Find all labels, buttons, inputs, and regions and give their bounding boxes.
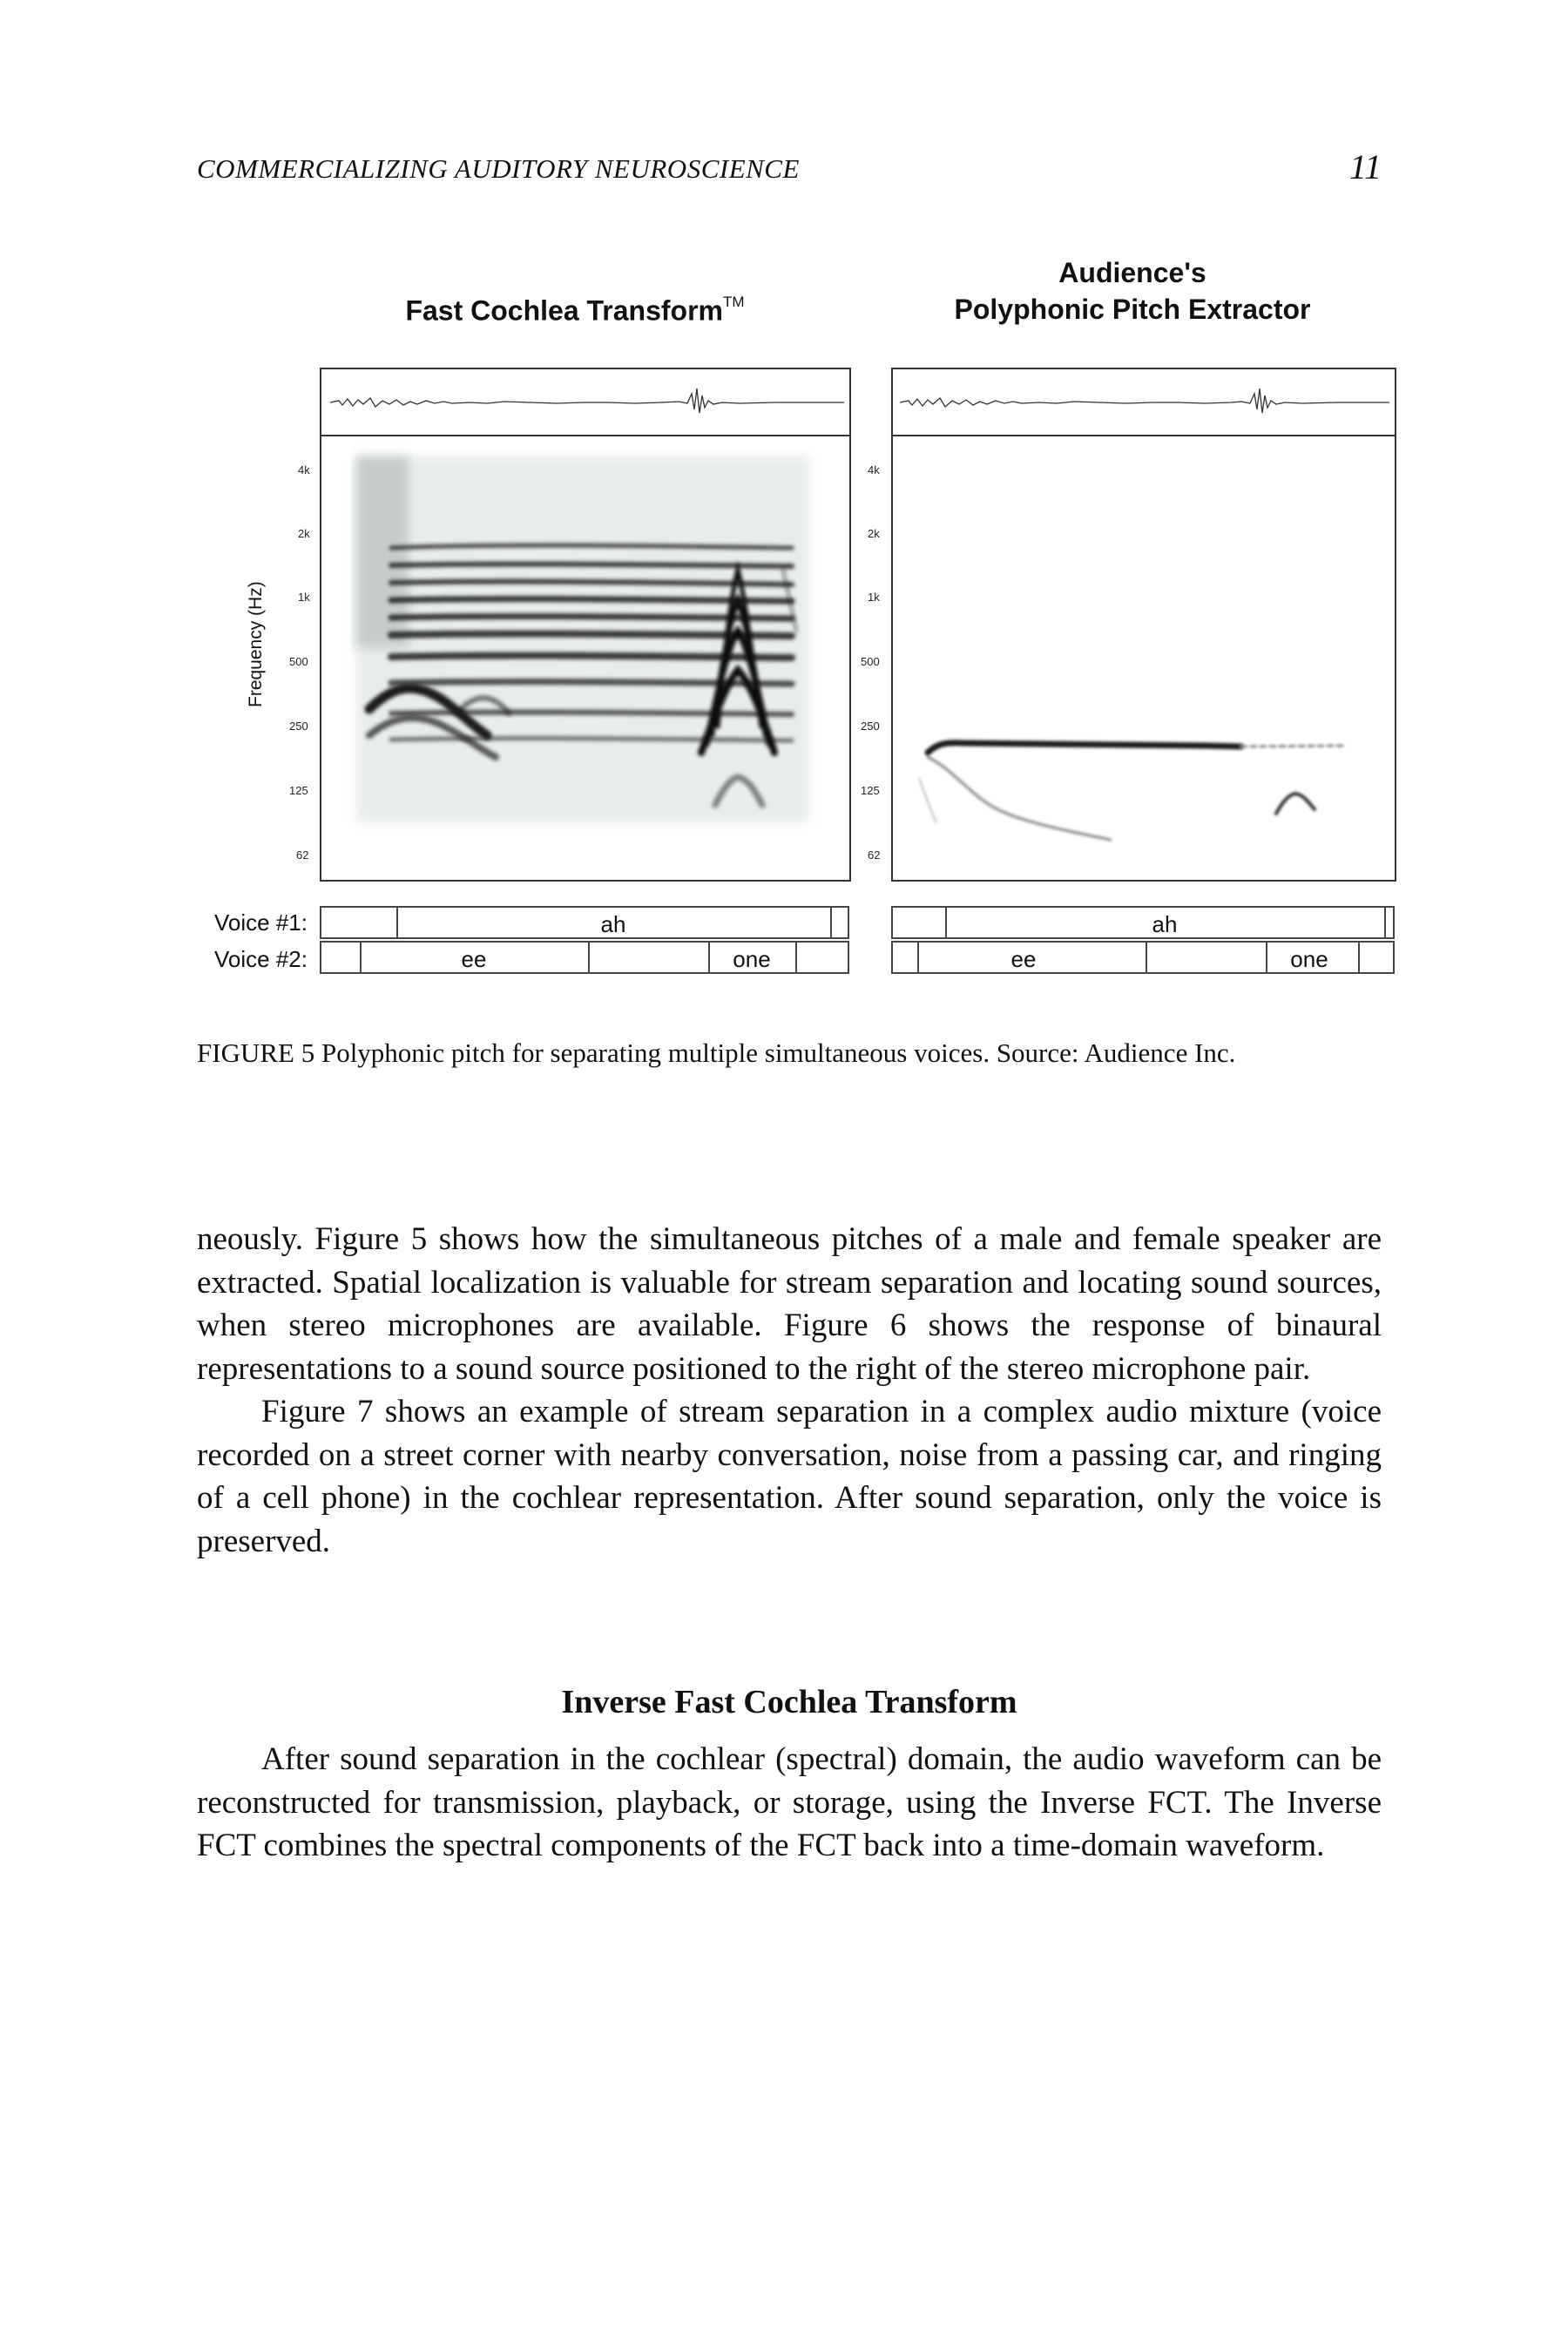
right-voice2-row xyxy=(891,941,1395,974)
paragraph-1: neously. Figure 5 shows how the simultaneous pitches of a male and female speaker are extracted. Spatial localization is valuable for stream separation and locating sound sources, when stereo microphones are available. Figure 6 shows the response of binaural representations to a sound source positioned to the right of the stereo microphone pair. xyxy=(197,1221,1382,1387)
trademark-mark: TM xyxy=(723,294,745,310)
body-paragraphs-2 xyxy=(197,1738,1382,1868)
voice2-label: Voice #2: xyxy=(214,946,308,972)
paragraph-3: After sound separation in the cochlear (spectral) domain, the audio waveform can be reconstructed for transmission, playback, or storage, using the Inverse FCT. The Inverse FCT combines the spectral components of the FCT back into a time-domain waveform. xyxy=(197,1741,1382,1863)
paragraph-2: Figure 7 shows an example of stream separation in a complex audio mixture (voice recorded on a street corner with nearby conversation, noise from a passing car, and ringing of a cell phone) in the cochlear representation. After sound separation, only the voice is preserved. xyxy=(197,1394,1382,1559)
pitch-extractor-panel xyxy=(891,368,1396,882)
left-tick-1k: 1k xyxy=(298,591,310,604)
left-tick-2k: 2k xyxy=(298,527,310,540)
y-axis-label: Frequency (Hz) xyxy=(246,581,266,707)
left-tick-500: 500 xyxy=(289,655,308,668)
figure-caption: FIGURE 5 Polyphonic pitch for separating multiple simultaneous voices. Source: Audience Inc. xyxy=(197,1037,1236,1068)
left-voice2-seg-ee: ee xyxy=(461,946,487,972)
fct-spectrogram-panel xyxy=(320,368,851,882)
section-heading: Inverse Fast Cochlea Transform xyxy=(561,1684,1017,1720)
right-voice1-seg-ah: ah xyxy=(1152,911,1178,937)
page-number: 11 xyxy=(1348,147,1382,186)
right-panel-title xyxy=(889,254,1376,328)
left-voice2-seg-one: one xyxy=(733,946,771,972)
right-tick-4k: 4k xyxy=(868,463,880,476)
right-tick-125: 125 xyxy=(861,784,880,797)
right-panel-title-line2: Polyphonic Pitch Extractor xyxy=(954,294,1311,325)
left-tick-250: 250 xyxy=(289,720,308,733)
right-panel-title-line1: Audience's xyxy=(1058,257,1206,288)
right-voice2-seg-ee: ee xyxy=(1010,946,1037,972)
figure-5 xyxy=(0,0,1568,1028)
left-panel-title-text: Fast Cochlea Transform xyxy=(405,294,723,327)
left-panel-title xyxy=(331,287,819,329)
running-title: COMMERCIALIZING AUDITORY NEUROSCIENCE xyxy=(197,153,800,184)
right-tick-250: 250 xyxy=(861,720,880,733)
right-tick-1k: 1k xyxy=(868,591,880,604)
right-voice1-row xyxy=(891,906,1395,939)
left-tick-62: 62 xyxy=(296,848,309,862)
left-tick-125: 125 xyxy=(289,784,308,797)
body-paragraphs-1 xyxy=(197,1218,1382,1563)
left-voice1-seg-ah: ah xyxy=(600,911,626,937)
right-voice2-seg-one: one xyxy=(1290,946,1328,972)
pitch-track-plot xyxy=(893,369,1395,880)
left-voice1-row xyxy=(320,906,849,939)
fct-spectrogram xyxy=(321,369,849,880)
left-tick-4k: 4k xyxy=(298,463,310,476)
right-tick-500: 500 xyxy=(861,655,880,668)
right-tick-2k: 2k xyxy=(868,527,880,540)
voice1-label: Voice #1: xyxy=(214,909,308,936)
right-tick-62: 62 xyxy=(868,848,881,862)
left-voice2-row xyxy=(320,941,849,974)
